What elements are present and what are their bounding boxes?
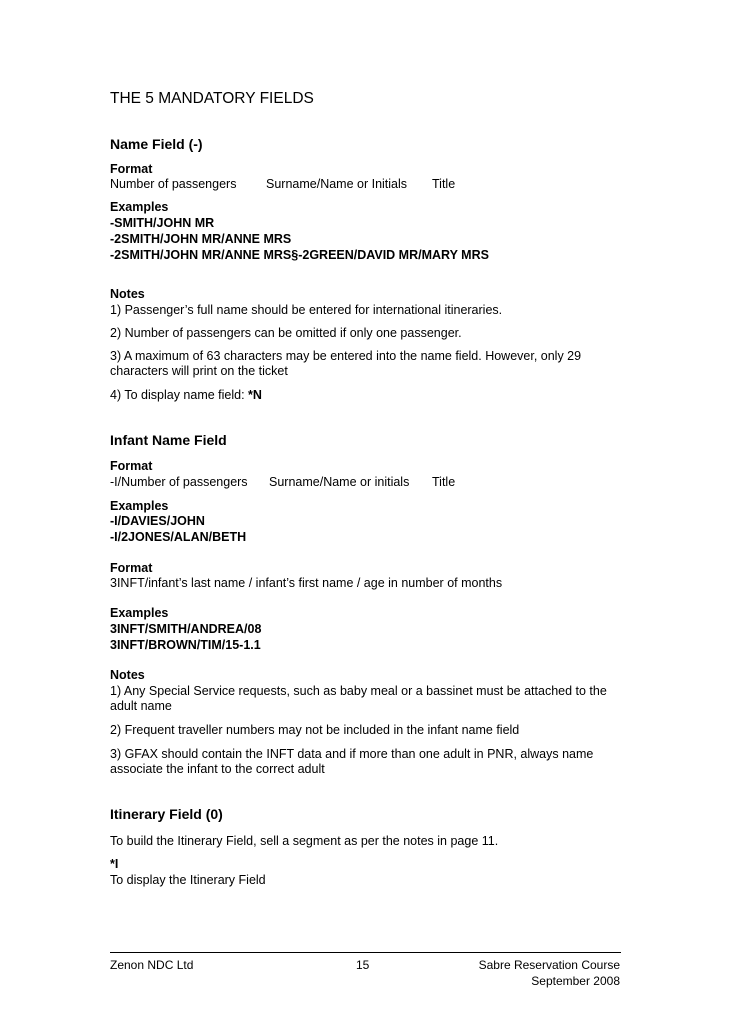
format-col: Surname/Name or Initials	[266, 177, 408, 191]
infant-example: 3INFT/BROWN/TIM/15-1.1	[110, 638, 261, 652]
format-col: Number of passengers	[110, 177, 237, 191]
format-col: -I/Number of passengers	[110, 475, 248, 489]
name-examples-label: Examples	[110, 200, 169, 214]
name-note-display	[110, 388, 262, 402]
infant-example: -I/DAVIES/JOHN	[110, 514, 205, 528]
itinerary-text: To build the Itinerary Field, sell a segment as per the notes in page 11.	[110, 834, 499, 848]
infant-examples2-label: Examples	[110, 606, 169, 620]
name-note: 2) Number of passengers can be omitted if only one passenger.	[110, 326, 462, 340]
format-col: Title	[432, 177, 456, 191]
name-field-heading: Name Field (-)	[110, 136, 203, 152]
format-col: Surname/Name or initials	[269, 475, 410, 489]
note-text: 4) To display name field:	[110, 388, 249, 402]
name-example: -2SMITH/JOHN MR/ANNE MRS	[110, 232, 292, 246]
footer-page-number: 15	[356, 958, 370, 972]
page-title: THE 5 MANDATORY FIELDS	[110, 90, 314, 107]
name-note: 1) Passenger’s full name should be entered for international itineraries.	[110, 303, 503, 317]
itinerary-command-desc: To display the Itinerary Field	[110, 873, 266, 887]
infant-format2-label: Format	[110, 561, 153, 575]
name-example: -2SMITH/JOHN MR/ANNE MRS§-2GREEN/DAVID MR/MARY MRS	[110, 248, 489, 262]
itinerary-field-heading: Itinerary Field (0)	[110, 806, 223, 822]
name-example: -SMITH/JOHN MR	[110, 216, 215, 230]
infant-notes-label: Notes	[110, 668, 145, 682]
infant-format-label: Format	[110, 459, 153, 473]
name-notes-label: Notes	[110, 287, 145, 301]
infant-format2-text: 3INFT/infant’s last name / infant’s first name / age in number of months	[110, 576, 503, 590]
infant-example: -I/2JONES/ALAN/BETH	[110, 530, 247, 544]
name-format-label: Format	[110, 162, 153, 176]
command-text: *N	[248, 388, 262, 402]
footer-company: Zenon NDC Ltd	[110, 958, 194, 972]
infant-note: 3) GFAX should contain the INFT data and if more than one adult in PNR, always name associate the infant to the correct adult	[110, 747, 594, 776]
name-format-row	[110, 177, 455, 191]
footer-date: September 2008	[531, 974, 620, 988]
infant-note: 1) Any Special Service requests, such as baby meal or a bassinet must be attached to the adult name	[110, 684, 607, 713]
name-note: 3) A maximum of 63 characters may be entered into the name field. However, only 29 characters will print on the ticket	[110, 349, 582, 378]
infant-note: 2) Frequent traveller numbers may not be included in the infant name field	[110, 723, 520, 737]
infant-example: 3INFT/SMITH/ANDREA/08	[110, 622, 262, 636]
format-col: Title	[432, 475, 456, 489]
infant-field-heading: Infant Name Field	[110, 432, 227, 448]
infant-format-row	[110, 475, 455, 489]
itinerary-command: *I	[110, 857, 119, 871]
footer-course: Sabre Reservation Course	[478, 958, 620, 972]
footer-divider	[110, 952, 621, 953]
infant-examples-label: Examples	[110, 499, 169, 513]
